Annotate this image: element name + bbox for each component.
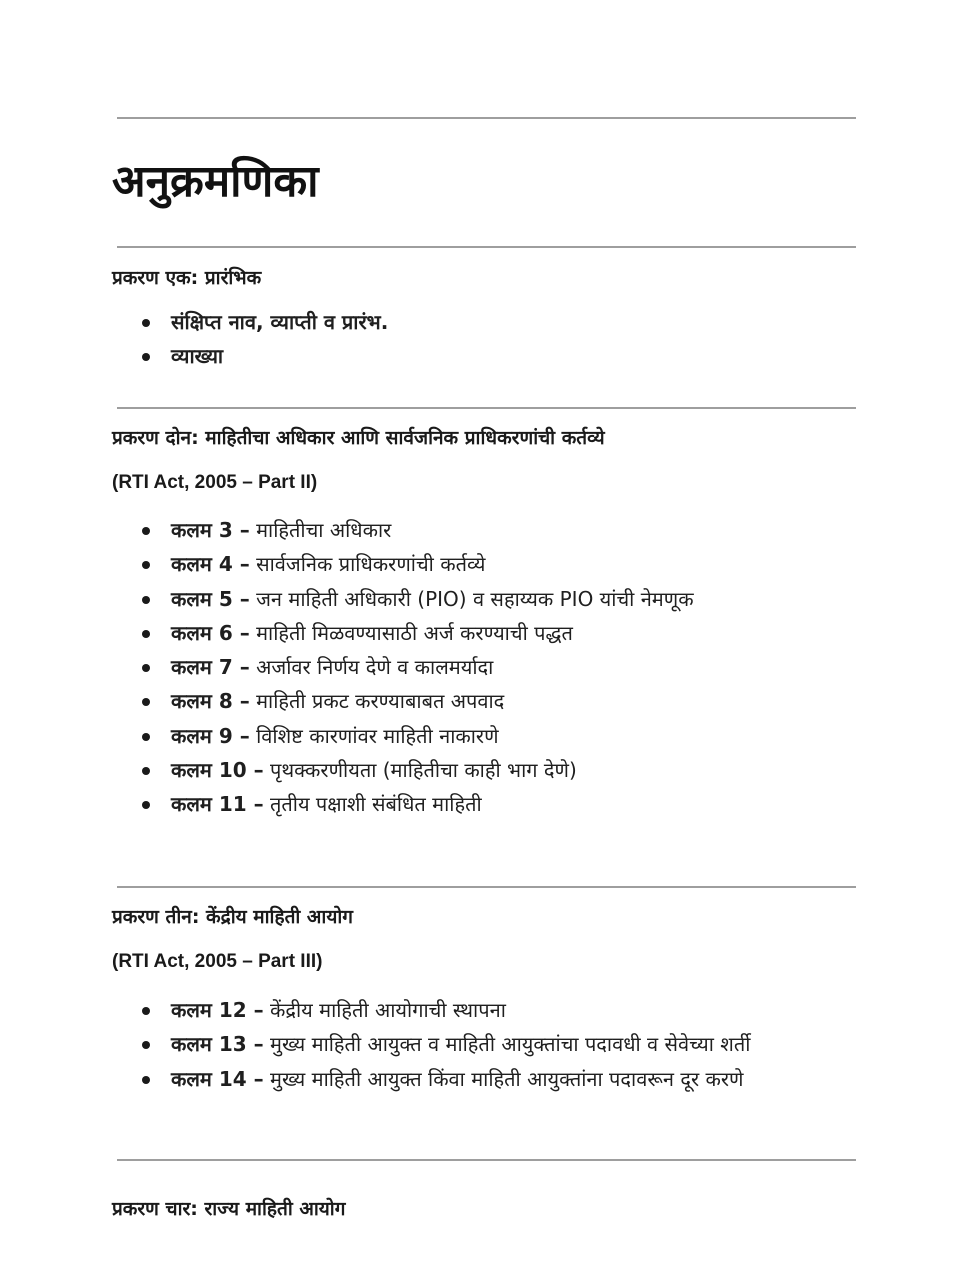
- bullet-icon: [142, 561, 150, 569]
- chapter-four-heading: प्रकरण चार: राज्य माहिती आयोग: [112, 1198, 346, 1220]
- section-number: कलम 14 –: [171, 1066, 264, 1091]
- section-number: कलम 9 –: [171, 723, 250, 748]
- bullet-icon: [142, 630, 150, 638]
- list-item: [112, 339, 388, 373]
- bullet-icon: [142, 733, 150, 741]
- act-reference: (RTI Act, 2005 – Part III): [112, 951, 323, 972]
- section-number: कलम 5 –: [171, 586, 250, 611]
- section-number: कलम 12 –: [171, 998, 264, 1022]
- section-number: कलम 10 –: [171, 758, 264, 783]
- item-text: संक्षिप्त नाव, व्याप्ती व प्रारंभ.: [171, 310, 389, 334]
- section-title: सार्वजनिक प्राधिकरणांची कर्तव्ये: [249, 552, 486, 577]
- bullet-icon: [142, 801, 150, 809]
- divider: [117, 886, 856, 888]
- section-title: मुख्य माहिती आयुक्त किंवा माहिती आयुक्तांना पदावरून दूर करणे: [263, 1066, 744, 1091]
- section-number: कलम 8 –: [171, 689, 250, 714]
- section-title: माहितीचा अधिकार: [249, 518, 392, 542]
- bullet-icon: [142, 1007, 150, 1015]
- section-number: कलम 4 –: [171, 552, 250, 577]
- chapter-three-list: [112, 993, 750, 1096]
- section-title: तृतीय पक्षाशी संबंधित माहिती: [263, 792, 482, 817]
- act-reference: (RTI Act, 2005 – Part II): [112, 472, 318, 493]
- bullet-icon: [142, 767, 150, 775]
- page-title: अनुक्रमणिका: [112, 156, 319, 207]
- divider: [117, 246, 856, 248]
- section-number: कलम 7 –: [171, 655, 250, 680]
- chapter-two-list: [112, 513, 694, 822]
- list-item: [112, 753, 694, 787]
- list-item: [112, 582, 694, 616]
- chapter-one-heading: प्रकरण एक: प्रारंभिक: [112, 267, 262, 289]
- chapter-two-heading: प्रकरण दोन: माहितीचा अधिकार आणि सार्वजनिक प्राधिकरणांची कर्तव्ये: [112, 427, 605, 449]
- list-item: [112, 513, 694, 547]
- section-title: केंद्रीय माहिती आयोगाची स्थापना: [263, 998, 506, 1022]
- section-number: कलम 6 –: [171, 620, 250, 645]
- bullet-icon: [142, 353, 150, 361]
- section-title: पृथक्करणीयता (माहितीचा काही भाग देणे): [263, 758, 577, 783]
- item-text: व्याख्या: [171, 344, 224, 369]
- list-item: [112, 719, 694, 753]
- section-title: माहिती मिळवण्यासाठी अर्ज करण्याची पद्धत: [249, 620, 573, 645]
- list-item: [112, 616, 694, 650]
- chapter-one-list: [112, 305, 388, 374]
- list-item: [112, 305, 388, 339]
- bullet-icon: [142, 664, 150, 672]
- bullet-icon: [142, 698, 150, 706]
- bullet-icon: [142, 596, 150, 604]
- list-item: [112, 787, 694, 821]
- divider: [117, 407, 856, 409]
- list-item: [112, 684, 694, 718]
- list-item: [112, 650, 694, 684]
- chapter-three-heading: प्रकरण तीन: केंद्रीय माहिती आयोग: [112, 906, 353, 928]
- divider: [117, 117, 856, 119]
- section-number: कलम 13 –: [171, 1032, 264, 1057]
- section-number: कलम 3 –: [171, 518, 250, 542]
- section-title: मुख्य माहिती आयुक्त व माहिती आयुक्तांचा पदावधी व सेवेच्या शर्ती: [263, 1032, 751, 1057]
- section-title: जन माहिती अधिकारी (PIO) व सहाय्यक PIO यांची नेमणूक: [249, 586, 694, 611]
- bullet-icon: [142, 527, 150, 535]
- bullet-icon: [142, 1076, 150, 1084]
- list-item: [112, 1027, 750, 1061]
- list-item: [112, 1062, 750, 1096]
- list-item: [112, 547, 694, 581]
- section-title: अर्जावर निर्णय देणे व कालमर्यादा: [249, 655, 494, 680]
- divider: [117, 1159, 856, 1161]
- section-title: विशिष्ट कारणांवर माहिती नाकारणे: [249, 723, 499, 748]
- section-number: कलम 11 –: [171, 792, 264, 817]
- bullet-icon: [142, 319, 150, 327]
- bullet-icon: [142, 1041, 150, 1049]
- list-item: [112, 993, 750, 1027]
- section-title: माहिती प्रकट करण्याबाबत अपवाद: [249, 689, 505, 714]
